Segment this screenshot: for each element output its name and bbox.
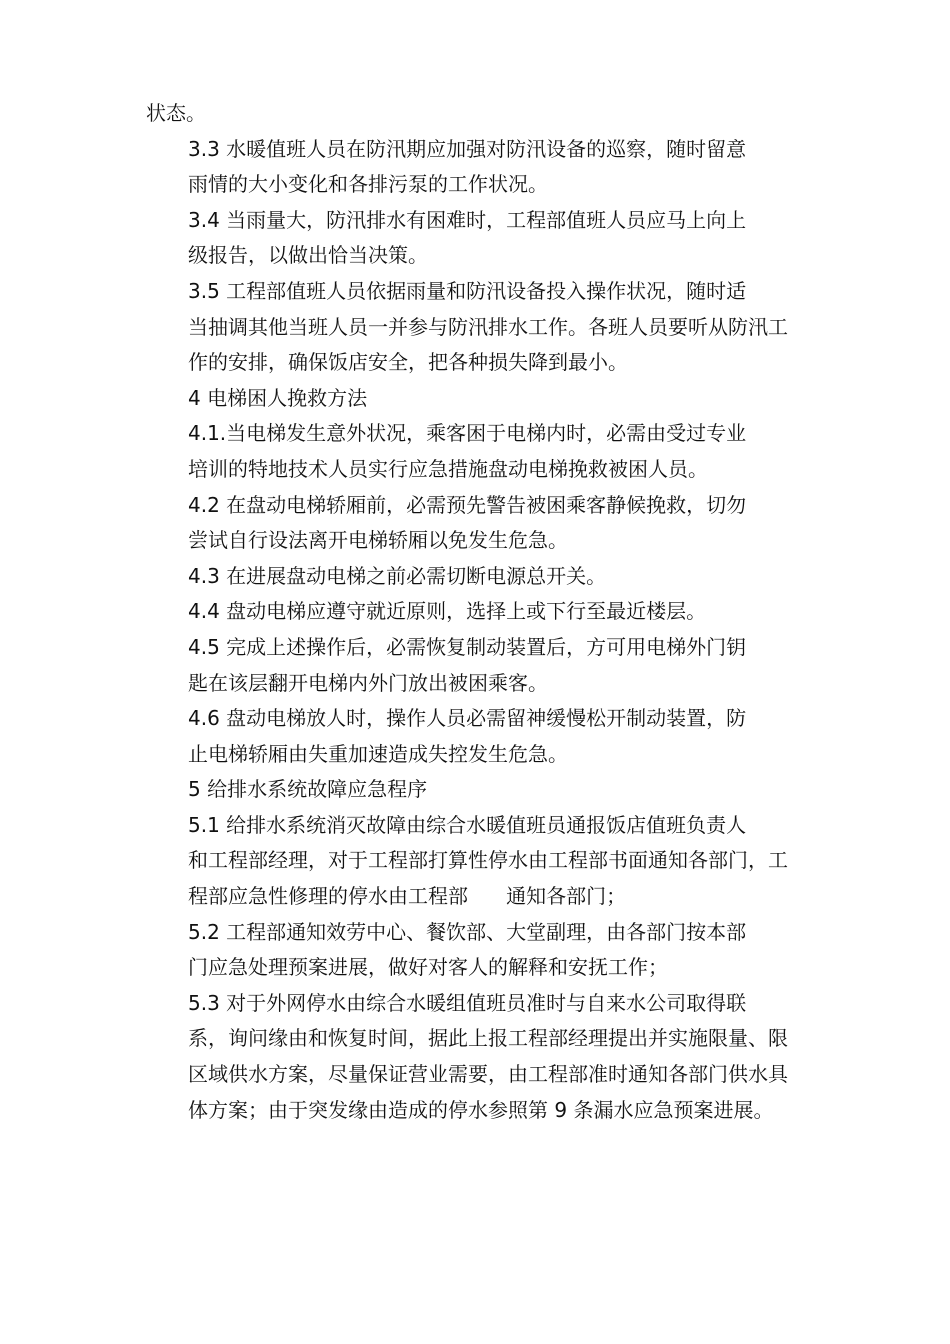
document-body — [146, 96, 810, 1128]
paragraph — [146, 701, 810, 772]
text-line: 作的安排，确保饭店安全，把各种损失降到最小。 — [188, 350, 628, 375]
text-line: 4.1.当电梯发生意外状况，乘客困于电梯内时，必需由受过专业 — [188, 421, 747, 446]
text-line: 和工程部经理，对于工程部打算性停水由工程部书面通知各部门，工 — [188, 848, 788, 873]
text-line: 状态。 — [146, 101, 206, 125]
text-line: 3.3 水暖值班人员在防汛期应加强对防汛设备的巡察，随时留意 — [188, 136, 747, 161]
text-line: 5.2 工程部通知效劳中心、餐饮部、大堂副理，由各部门按本部 — [188, 919, 747, 944]
text-line: 4.5 完成上述操作后，必需恢复制动装置后，方可用电梯外门钥 — [188, 634, 747, 659]
text-line: 4.4 盘动电梯应遵守就近原则，选择上或下行至最近楼层。 — [188, 599, 707, 624]
paragraph — [146, 772, 810, 808]
text-line: 5.1 给排水系统消灭故障由综合水暖值班员通报饭店值班负责人 — [188, 812, 747, 837]
text-line: 区域供水方案，尽量保证营业需要，由工程部准时通知各部门供水具 — [188, 1062, 788, 1087]
text-line: 当抽调其他当班人员一并参与防汛排水工作。各班人员要听从防汛工 — [188, 314, 788, 339]
text-line: 门应急处理预案进展，做好对客人的解释和安抚工作； — [188, 955, 668, 980]
paragraph — [146, 132, 810, 203]
text-line: 程部应急性修理的停水由工程部 通知各部门； — [188, 884, 627, 909]
text-line: 5 给排水系统故障应急程序 — [188, 777, 428, 802]
paragraph — [146, 488, 810, 559]
text-line: 止电梯轿厢由失重加速造成失控发生危急。 — [188, 741, 568, 766]
text-line: 级报告，以做出恰当决策。 — [188, 243, 428, 268]
text-line: 3.4 当雨量大，防汛排水有困难时，工程部值班人员应马上向上 — [188, 207, 747, 232]
paragraph — [146, 559, 810, 595]
text-line: 体方案；由于突发缘由造成的停水参照第 9 条漏水应急预案进展。 — [188, 1097, 774, 1122]
text-line: 尝试自行设法离开电梯轿厢以免发生危急。 — [188, 528, 568, 553]
text-line: 培训的特地技术人员实行应急措施盘动电梯挽救被困人员。 — [188, 456, 708, 481]
text-line: 系，询问缘由和恢复时间，据此上报工程部经理提出并实施限量、限 — [188, 1026, 788, 1051]
paragraph — [146, 630, 810, 701]
paragraph — [146, 986, 810, 1128]
text-line: 4.6 盘动电梯放人时，操作人员必需留神缓慢松开制动装置，防 — [188, 706, 747, 731]
text-line: 匙在该层翻开电梯内外门放出被困乘客。 — [188, 670, 548, 695]
text-line: 5.3 对于外网停水由综合水暖组值班员准时与自来水公司取得联 — [188, 990, 747, 1015]
paragraph — [146, 915, 810, 986]
paragraph — [146, 203, 810, 274]
text-line: 雨情的大小变化和各排污泵的工作状况。 — [188, 172, 548, 197]
paragraph — [146, 594, 810, 630]
paragraph — [146, 416, 810, 487]
text-line: 4.2 在盘动电梯轿厢前，必需预先警告被困乘客静候挽救，切勿 — [188, 492, 747, 517]
paragraph — [146, 96, 810, 132]
paragraph — [146, 808, 810, 915]
paragraph — [146, 381, 810, 417]
text-line: 3.5 工程部值班人员依据雨量和防汛设备投入操作状况，随时适 — [188, 278, 747, 303]
paragraph — [146, 274, 810, 381]
text-line: 4 电梯困人挽救方法 — [188, 385, 368, 410]
text-line: 4.3 在进展盘动电梯之前必需切断电源总开关。 — [188, 563, 607, 588]
